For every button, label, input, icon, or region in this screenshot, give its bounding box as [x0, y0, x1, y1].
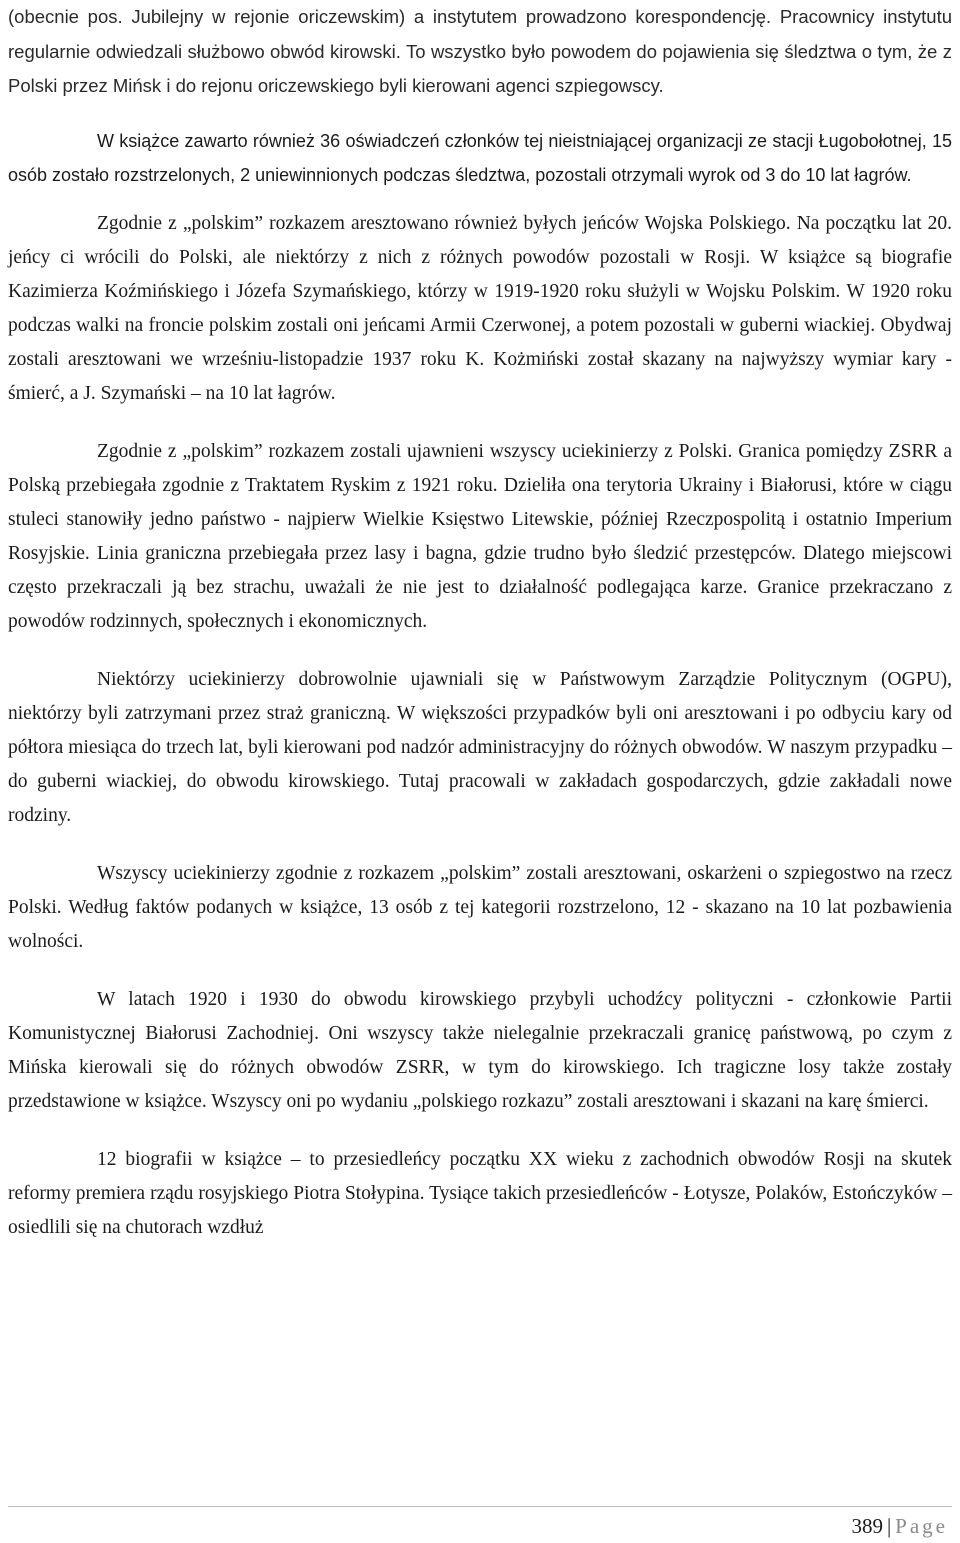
paragraph-resettlers: 12 biografii w książce – to przesiedleńcy początku XX wieku z zachodnich obwodów Rosji na skutek reformy premiera rządu rosyjskiego Piotra Stołypina. Tysiące takich przesiedleńców - Łotysze, Polaków, Estończyków – osiedlili się na chutorach wzdłuż	[8, 1148, 952, 1238]
paragraph-continuation: (obecnie pos. Jubilejny w rejonie oriczewskim) a instytutem prowadzono korespondencję. Pracownicy instytutu regularnie odwiedzali służbowo obwód kirowski. To wszystko było powodem do pojawienia się śledztwa o tym, że z Polski przez Mińsk i do rejonu oriczewskiego byli kierowani agenci szpiegowscy.	[8, 6, 952, 96]
footer-separator: |	[886, 1514, 892, 1538]
paragraph-ogpu: Niektórzy uciekinierzy dobrowolnie ujawniali się w Państwowym Zarządzie Politycznym (OGPU), niektórzy byli zatrzymani przez straż graniczną. W większości przypadków byli oni aresztowani i po odbyciu kary od półtora miesiąca do trzech lat, byli kierowani pod nadzór administracyjny do różnych obwodów. W naszym przypadku – do guberni wiackiej, do obwodu kirowskiego. Tutaj pracowali w zakładach gospodarczych, gdzie zakładali nowe rodziny.	[8, 668, 952, 826]
paragraph-statements: W książce zawarto również 36 oświadczeń członków tej nieistniającej organizacji ze stacji Ługobołotnej, 15 osób zostało rozstrzelonych, 2 uniewinnionych podczas śledztwa, pozostali otrzymali wyrok od 3 do 10 lat łagrów.	[8, 130, 952, 185]
page-number: 389	[851, 1514, 883, 1538]
paragraph-arrests: Wszyscy uciekinierzy zgodnie z rozkazem „polskim” zostali aresztowani, oskarżeni o szpiegostwo na rzecz Polski. Według faktów podanych w książce, 13 osób z tej kategorii rozstrzelono, 12 - skazano na 10 lat pozbawienia wolności.	[8, 862, 952, 952]
footer-divider	[8, 1506, 952, 1507]
paragraph-political-refugees: W latach 1920 i 1930 do obwodu kirowskiego przybyli uchodźcy polityczni - członkowie Partii Komunistycznej Białorusi Zachodniej. Oni wszyscy także nielegalnie przekraczali granicę państwową, po czym z Mińska kierowali się do różnych obwodów ZSRR, w tym do kirowskiego. Ich tragiczne losy także zostały przedstawione w książce. Wszyscy oni po wydaniu „polskiego rozkazu” zostali aresztowani i skazani na karę śmierci.	[8, 988, 952, 1112]
page-label: Page	[895, 1514, 948, 1538]
body-text	[8, 0, 952, 1245]
page-footer	[851, 1512, 948, 1540]
paragraph-refugees: Zgodnie z „polskim” rozkazem zostali ujawnieni wszyscy uciekinierzy z Polski. Granica pomiędzy ZSRR a Polską przebiegała zgodnie z Traktatem Ryskim z 1921 roku. Dzieliła ona terytoria Ukrainy i Białorusi, które w ciągu stuleci stanowiły jedno państwo - najpierw Wielkie Księstwo Litewskie, później Rzeczpospolitą i ostatnio Imperium Rosyjskie. Linia graniczna przebiegała przez lasy i bagna, gdzie trudno było śledzić przestępców. Dlatego miejscowi często przekraczali ją bez strachu, uważali że nie jest to działalność podlegająca karze. Granice przekraczano z powodów rodzinnych, społecznych i ekonomicznych.	[8, 440, 952, 632]
paragraph-prisoners-of-war: Zgodnie z „polskim” rozkazem aresztowano również byłych jeńców Wojska Polskiego. Na początku lat 20. jeńcy ci wrócili do Polski, ale niektórzy z nich z różnych powodów pozostali w Rosji. W książce są biografie Kazimierza Koźmińskiego i Józefa Szymańskiego, którzy w 1919-1920 roku służyli w Wojsku Polskim. W 1920 roku podczas walki na froncie polskim zostali oni jeńcami Armii Czerwonej, a potem pozostali w guberni wiackiej. Obydwaj zostali aresztowani we wrześniu-listopadzie 1937 roku K. Kożmiński został skazany na najwyższy wymiar kary - śmierć, a J. Szymański – na 10 lat łagrów.	[8, 212, 952, 404]
